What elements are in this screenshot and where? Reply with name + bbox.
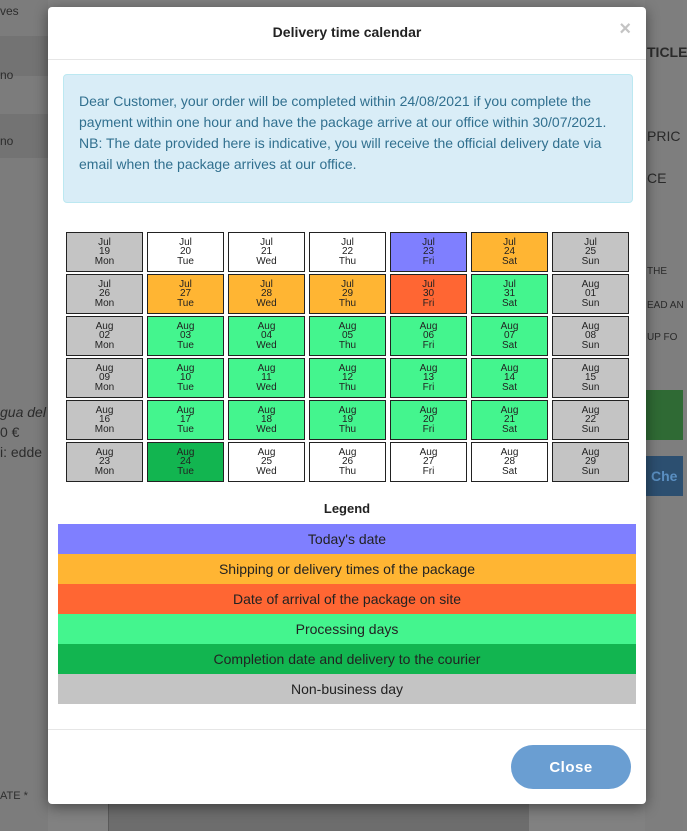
calendar-day-day: 22: [584, 414, 597, 426]
calendar-day-month: Aug: [581, 320, 600, 332]
calendar-day-day: 30: [422, 288, 435, 300]
calendar-day-day: 26: [341, 456, 354, 468]
calendar-day-shipping: [309, 274, 386, 314]
calendar-day-day: 01: [584, 288, 597, 300]
background-text: no: [0, 68, 14, 82]
calendar-day-today: [390, 232, 467, 272]
calendar-day-day: 16: [98, 414, 111, 426]
calendar-day-day: 06: [422, 330, 435, 342]
calendar-day-weekday: Wed: [256, 339, 277, 351]
calendar-day-weekday: Thu: [338, 297, 357, 309]
calendar-day-month: Aug: [500, 320, 519, 332]
background-text: CE: [647, 170, 667, 186]
calendar-day-month: Jul: [260, 278, 273, 290]
background-text: ves: [0, 4, 19, 18]
calendar-day-weekday: Thu: [338, 465, 357, 477]
calendar-day-weekday: Tue: [177, 297, 194, 309]
calendar-day-month: Aug: [500, 362, 519, 374]
delivery-calendar-modal: [48, 7, 646, 804]
calendar-day-month: Aug: [257, 404, 276, 416]
calendar-day-month: Aug: [500, 404, 519, 416]
calendar-day-processing: [471, 316, 548, 356]
background-text: ATE *: [0, 790, 28, 802]
calendar-day-month: Aug: [500, 446, 519, 458]
background-text: Che: [651, 468, 678, 484]
calendar-day-day: 23: [98, 456, 111, 468]
calendar-day-nonbusiness: [552, 274, 629, 314]
legend-item-processing: Processing days: [58, 614, 636, 644]
calendar-day-weekday: Sat: [501, 297, 517, 309]
calendar-day-weekday: Fri: [422, 465, 435, 477]
calendar-day-day: 17: [179, 414, 192, 426]
calendar-day-month: Aug: [581, 404, 600, 416]
calendar-day-day: 19: [98, 246, 111, 258]
calendar-day-month: Jul: [260, 236, 273, 248]
calendar-day-weekday: Tue: [177, 423, 194, 435]
calendar-day-day: 24: [179, 456, 192, 468]
calendar-day-month: Aug: [257, 320, 276, 332]
calendar-day-month: Aug: [338, 320, 357, 332]
calendar-day-arrival: [390, 274, 467, 314]
background-button: [645, 390, 683, 440]
calendar-day-day: 23: [422, 246, 435, 258]
calendar-day-nonbusiness: [66, 232, 143, 272]
calendar-day-normal: [309, 442, 386, 482]
calendar-day-weekday: Thu: [338, 339, 357, 351]
calendar-day-normal: [390, 442, 467, 482]
calendar-day-processing: [309, 400, 386, 440]
calendar-day-month: Aug: [95, 320, 114, 332]
calendar-day-weekday: Mon: [94, 339, 115, 351]
calendar-day-weekday: Sun: [581, 381, 600, 393]
calendar-day-weekday: Wed: [256, 255, 277, 267]
calendar-day-month: Aug: [581, 362, 600, 374]
legend-item-nonbusiness: Non-business day: [58, 674, 636, 704]
calendar-day-shipping: [471, 232, 548, 272]
modal-header: [48, 7, 646, 60]
legend-item-shipping: Shipping or delivery times of the package: [58, 554, 636, 584]
calendar-day-weekday: Tue: [177, 255, 194, 267]
calendar-day-month: Aug: [419, 362, 438, 374]
calendar-day-weekday: Sun: [581, 339, 600, 351]
calendar-day-month: Aug: [419, 446, 438, 458]
calendar-day-day: 27: [422, 456, 435, 468]
calendar-day-month: Jul: [503, 278, 516, 290]
calendar-day-weekday: Wed: [256, 423, 277, 435]
calendar-day-weekday: Thu: [338, 381, 357, 393]
calendar-day-day: 02: [98, 330, 111, 342]
calendar-day-nonbusiness: [66, 274, 143, 314]
calendar-day-weekday: Sat: [501, 381, 517, 393]
calendar-day-processing: [228, 358, 305, 398]
modal-title: Delivery time calendar: [272, 24, 422, 40]
calendar-day-month: Jul: [341, 278, 354, 290]
calendar-day-month: Aug: [338, 362, 357, 374]
calendar-day-month: Aug: [257, 362, 276, 374]
calendar-day-month: Aug: [176, 404, 195, 416]
calendar-day-day: 27: [179, 288, 192, 300]
calendar-day-processing: [309, 316, 386, 356]
calendar-day-weekday: Thu: [338, 423, 357, 435]
calendar-day-day: 21: [260, 246, 273, 258]
background-text: TICLE: [647, 44, 687, 60]
calendar-day-day: 08: [584, 330, 597, 342]
calendar-day-processing: [390, 358, 467, 398]
background-text: i: edde: [0, 444, 43, 460]
calendar-day-month: Aug: [419, 404, 438, 416]
calendar-day-weekday: Mon: [94, 381, 115, 393]
background-text: THE: [647, 266, 667, 277]
calendar-day-month: Jul: [422, 278, 435, 290]
calendar-day-weekday: Sat: [501, 465, 517, 477]
info-note: NB: The date provided here is indicative, you will receive the official delivery date via email when the package arrives at our office.: [79, 135, 602, 172]
background-left-panel: [0, 0, 48, 831]
calendar-day-month: Jul: [179, 236, 192, 248]
calendar-day-month: Aug: [176, 362, 195, 374]
background-right-panel: [645, 0, 687, 831]
calendar-day-month: Jul: [179, 278, 192, 290]
calendar-day-shipping: [147, 274, 224, 314]
calendar-day-day: 25: [584, 246, 597, 258]
calendar-day-normal: [228, 442, 305, 482]
calendar-day-processing: [228, 400, 305, 440]
calendar-day-processing: [228, 316, 305, 356]
calendar-day-processing: [309, 358, 386, 398]
background-text: no: [0, 134, 14, 148]
background-text: EAD AN: [647, 300, 684, 311]
calendar-day-day: 11: [261, 372, 272, 384]
calendar-day-normal: [147, 232, 224, 272]
calendar-day-day: 09: [98, 372, 111, 384]
calendar-day-month: Jul: [98, 236, 111, 248]
calendar-day-weekday: Sun: [581, 255, 600, 267]
calendar-day-weekday: Mon: [94, 423, 115, 435]
calendar-day-day: 20: [179, 246, 192, 258]
calendar-day-month: Aug: [581, 446, 600, 458]
calendar-day-weekday: Fri: [422, 339, 435, 351]
calendar-day-day: 22: [341, 246, 354, 258]
calendar-day-weekday: Tue: [177, 465, 194, 477]
calendar-day-nonbusiness: [66, 442, 143, 482]
calendar-day-month: Aug: [257, 446, 276, 458]
calendar-day-month: Jul: [584, 236, 597, 248]
calendar-day-nonbusiness: [552, 400, 629, 440]
legend-item-arrival: Date of arrival of the package on site: [58, 584, 636, 614]
calendar-day-day: 29: [341, 288, 354, 300]
legend: [58, 524, 636, 704]
calendar-day-normal: [471, 442, 548, 482]
calendar-day-weekday: Tue: [177, 381, 194, 393]
calendar-day-completion: [147, 442, 224, 482]
calendar-day-weekday: Fri: [422, 423, 435, 435]
calendar-day-nonbusiness: [66, 316, 143, 356]
calendar-day-weekday: Thu: [338, 255, 357, 267]
calendar-day-day: 24: [503, 246, 516, 258]
calendar-day-weekday: Wed: [256, 297, 277, 309]
calendar-day-month: Aug: [95, 362, 114, 374]
calendar-day-month: Aug: [95, 404, 114, 416]
calendar-day-day: 15: [584, 372, 597, 384]
legend-title: Legend: [323, 501, 371, 516]
calendar-day-month: Aug: [581, 278, 600, 290]
calendar-day-weekday: Tue: [177, 339, 194, 351]
calendar-day-processing: [471, 400, 548, 440]
background-button: [645, 456, 683, 496]
calendar-day-day: 03: [179, 330, 192, 342]
calendar-day-weekday: Wed: [256, 381, 277, 393]
calendar-day-day: 28: [503, 456, 516, 468]
calendar-day-processing: [147, 358, 224, 398]
calendar-day-weekday: Fri: [422, 255, 435, 267]
calendar-day-day: 04: [260, 330, 273, 342]
calendar-day-month: Jul: [98, 278, 111, 290]
calendar-day-weekday: Sun: [581, 297, 600, 309]
calendar-day-month: Aug: [95, 446, 114, 458]
close-icon[interactable]: ×: [619, 18, 631, 40]
calendar-day-month: Aug: [176, 446, 195, 458]
calendar-day-weekday: Sat: [501, 339, 517, 351]
calendar-day-nonbusiness: [552, 232, 629, 272]
calendar-day-nonbusiness: [552, 442, 629, 482]
calendar-day-normal: [309, 232, 386, 272]
calendar-day-weekday: Fri: [422, 297, 435, 309]
calendar-day-day: 05: [341, 330, 354, 342]
calendar-day-day: 25: [260, 456, 273, 468]
calendar-day-nonbusiness: [66, 358, 143, 398]
calendar-day-weekday: Sun: [581, 423, 600, 435]
calendar-day-month: Aug: [176, 320, 195, 332]
background-text: gua del: [0, 404, 46, 420]
background-text: UP FO: [647, 332, 678, 343]
calendar-day-weekday: Sat: [501, 423, 517, 435]
calendar-day-day: 28: [260, 288, 273, 300]
calendar-day-month: Aug: [338, 446, 357, 458]
calendar-day-processing: [390, 316, 467, 356]
calendar-day-weekday: Wed: [256, 465, 277, 477]
calendar-day-day: 18: [260, 414, 273, 426]
calendar-day-processing: [390, 400, 467, 440]
calendar-day-day: 12: [341, 372, 354, 384]
calendar-day-weekday: Mon: [94, 255, 115, 267]
calendar-day-processing: [471, 358, 548, 398]
legend-item-today: Today's date: [58, 524, 636, 554]
calendar-day-nonbusiness: [552, 358, 629, 398]
close-button[interactable]: Close: [511, 745, 631, 789]
calendar-day-day: 31: [503, 288, 516, 300]
calendar-day-day: 26: [98, 288, 111, 300]
calendar-day-day: 10: [179, 372, 192, 384]
calendar-day-normal: [228, 232, 305, 272]
calendar-day-day: 07: [503, 330, 516, 342]
background-text: 0 €: [0, 424, 20, 440]
calendar-day-weekday: Fri: [422, 381, 435, 393]
calendar-day-nonbusiness: [552, 316, 629, 356]
calendar-day-month: Jul: [503, 236, 516, 248]
calendar-day-weekday: Sun: [581, 465, 600, 477]
calendar-day-processing: [471, 274, 548, 314]
calendar-day-month: Jul: [422, 236, 435, 248]
calendar-day-day: 13: [422, 372, 435, 384]
calendar-day-weekday: Mon: [94, 297, 115, 309]
calendar-day-processing: [147, 400, 224, 440]
calendar-day-processing: [147, 316, 224, 356]
calendar-day-weekday: Sat: [501, 255, 517, 267]
calendar-day-day: 21: [503, 414, 516, 426]
calendar-day-weekday: Mon: [94, 465, 115, 477]
calendar-day-month: Aug: [419, 320, 438, 332]
calendar-day-day: 14: [503, 372, 516, 384]
calendar-day-day: 29: [584, 456, 597, 468]
calendar-day-month: Jul: [341, 236, 354, 248]
calendar-day-shipping: [228, 274, 305, 314]
calendar-day-day: 20: [422, 414, 435, 426]
info-alert: [63, 74, 633, 203]
calendar-day-nonbusiness: [66, 400, 143, 440]
calendar-day-day: 19: [341, 414, 354, 426]
delivery-calendar-grid: [66, 232, 629, 482]
background-text: PRIC: [647, 128, 681, 144]
legend-item-completion: Completion date and delivery to the courier: [58, 644, 636, 674]
info-message: Dear Customer, your order will be completed within 24/08/2021 if you complete the payment within one hour and have the package arrive at our office within 30/07/2021.: [79, 93, 607, 130]
calendar-day-month: Aug: [338, 404, 357, 416]
